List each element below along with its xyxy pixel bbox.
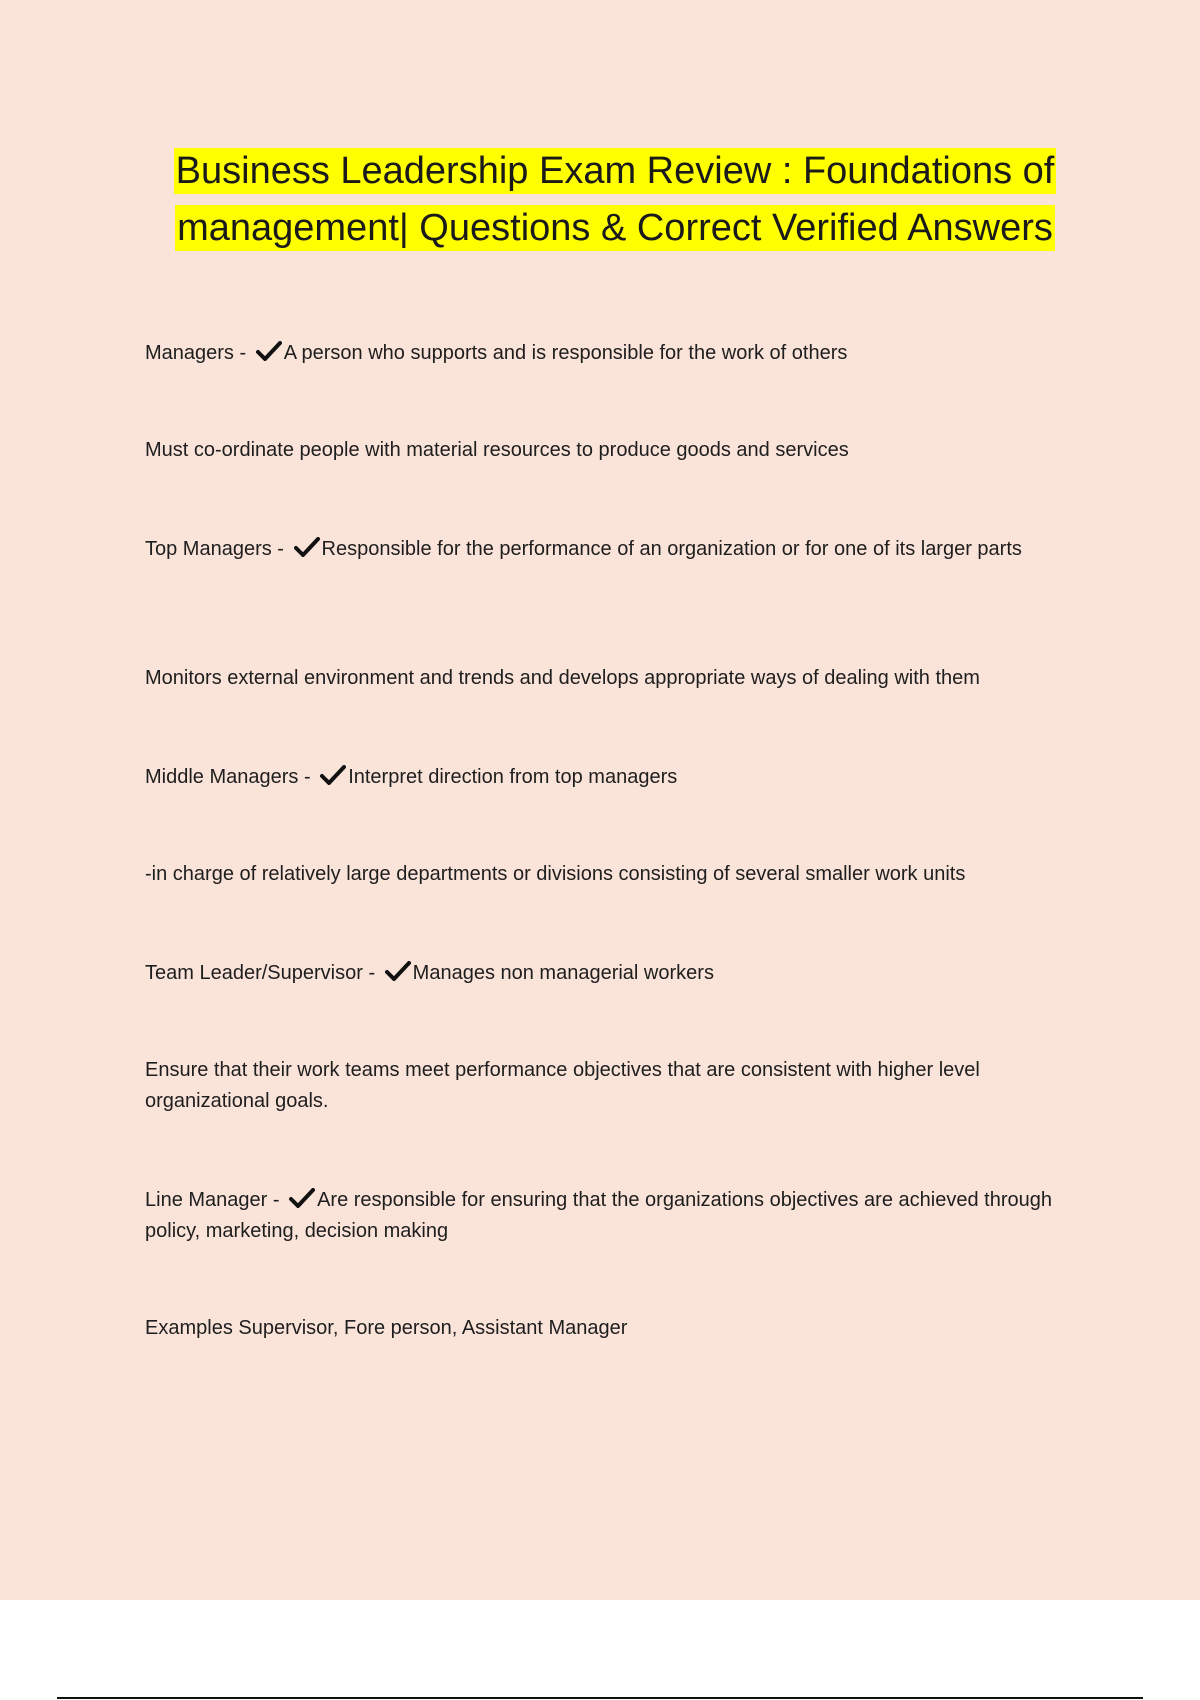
entry-definition: Responsible for the performance of an organization or for one of its larger parts (321, 538, 1022, 560)
qa-entry-note (145, 1313, 1095, 1344)
qa-entry-middle-managers (145, 762, 1095, 793)
entry-text: Examples Supervisor, Fore person, Assistant Manager (145, 1317, 628, 1339)
entry-definition: Manages non managerial workers (412, 962, 714, 984)
entry-definition: Are responsible for ensuring that the organizations objectives are achieved through policy, marketing, decision making (145, 1189, 1052, 1242)
entry-definition: A person who supports and is responsible for the work of others (283, 342, 848, 364)
qa-entry-note (145, 859, 1095, 890)
entry-term: Line Manager - (145, 1189, 286, 1211)
qa-entry-line-manager (145, 1185, 1095, 1247)
qa-entry-team-leader (145, 958, 1095, 989)
qa-entry-note (145, 663, 1095, 694)
entry-text: Monitors external environment and trends and develops appropriate ways of dealing with them (145, 667, 980, 689)
qa-entry-note (145, 1055, 1095, 1117)
document-title (130, 143, 1100, 257)
entry-term: Middle Managers - (145, 766, 317, 788)
checkmark-icon (256, 341, 282, 361)
entry-text: Ensure that their work teams meet performance objectives that are consistent with higher level organizational goals. (145, 1059, 980, 1112)
qa-entry-note (145, 435, 1095, 466)
title-highlight: Business Leadership Exam Review : Foundations of management| Questions & Correct Verified Answers (175, 150, 1055, 249)
entry-text: Must co-ordinate people with material resources to produce goods and services (145, 439, 849, 461)
qa-entry-top-managers (145, 534, 1095, 565)
entry-term: Team Leader/Supervisor - (145, 962, 381, 984)
entry-term: Managers - (145, 342, 252, 364)
entry-definition: Interpret direction from top managers (348, 766, 678, 788)
checkmark-icon (289, 1188, 315, 1208)
footer-divider (57, 1697, 1143, 1699)
checkmark-icon (320, 765, 346, 785)
entry-text: -in charge of relatively large departments or divisions consisting of several smaller work units (145, 863, 966, 885)
entry-term: Top Managers - (145, 538, 290, 560)
checkmark-icon (385, 961, 411, 981)
qa-entry-managers (145, 338, 1095, 369)
checkmark-icon (294, 537, 320, 557)
